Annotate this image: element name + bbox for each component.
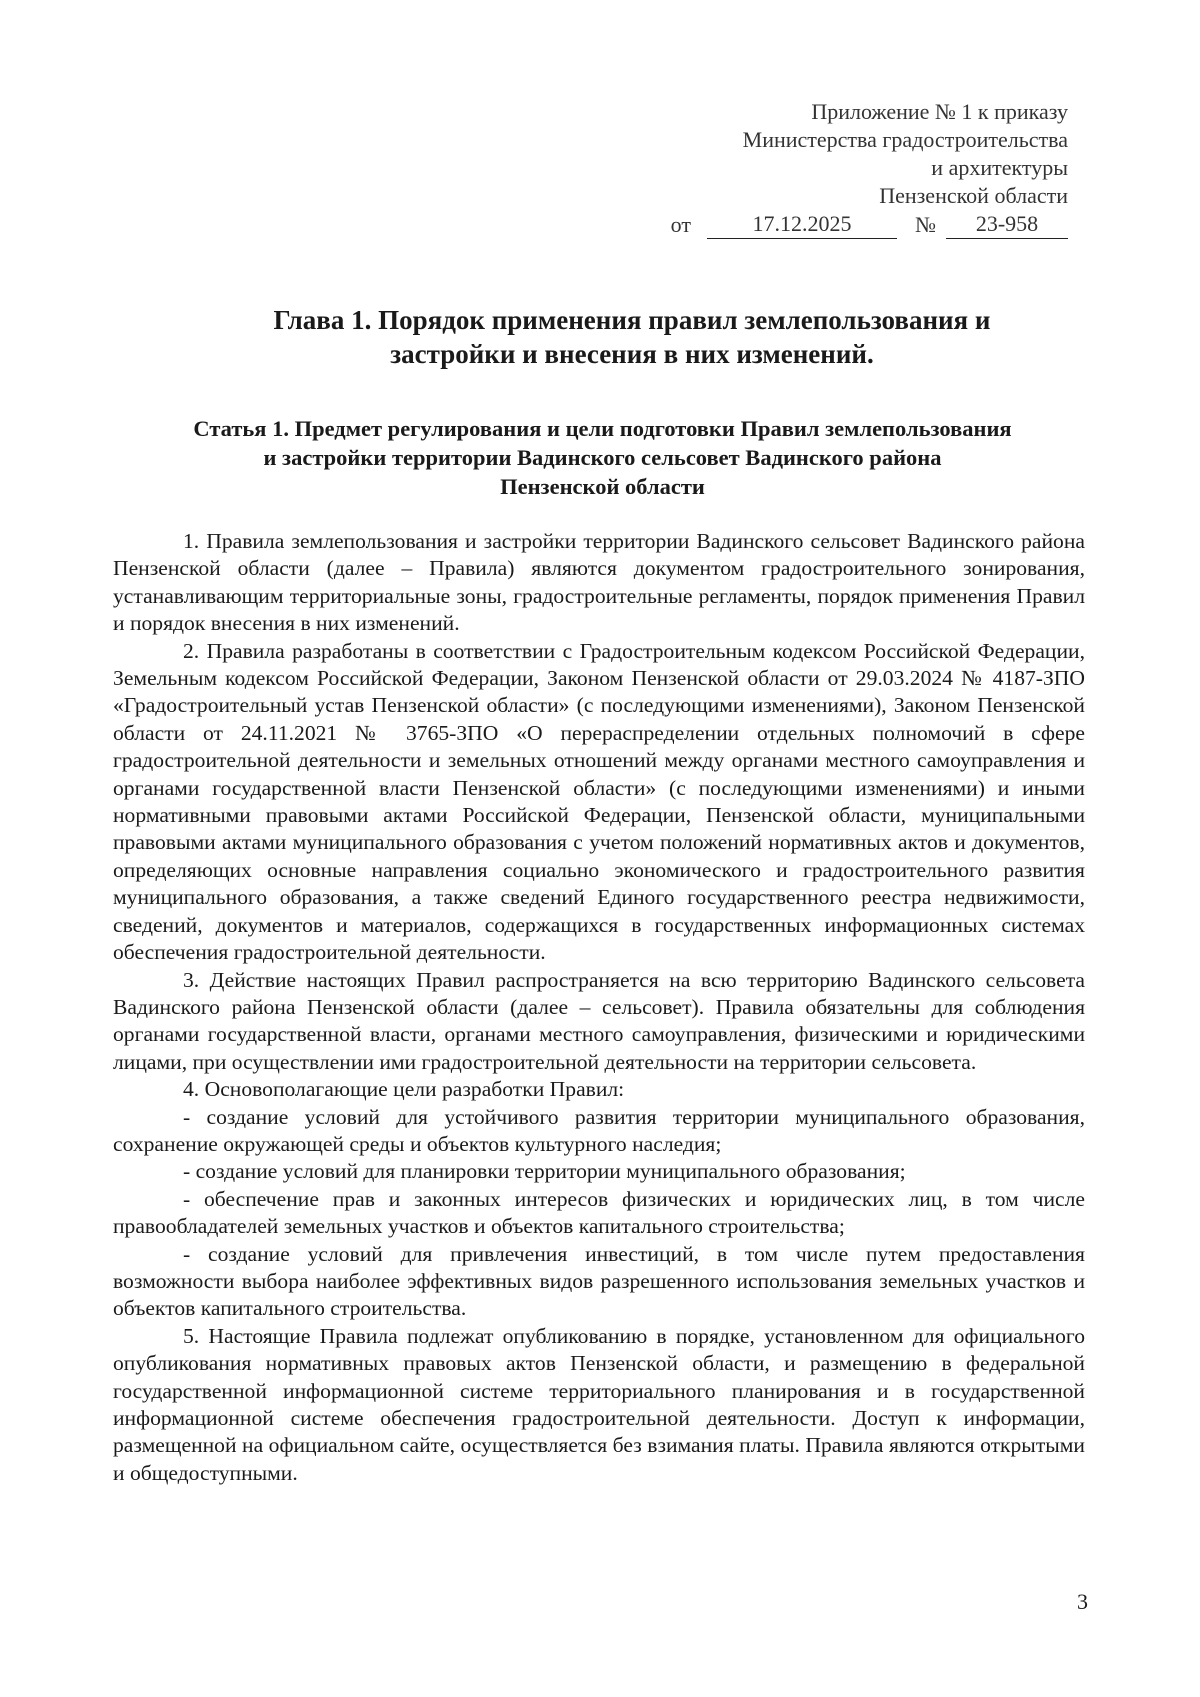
article-title-line: Статья 1. Предмет регулирования и цели подготовки Правил землепользования (193, 416, 1012, 441)
paragraph: 4. Основополагающие цели разработки Правил: (183, 1077, 625, 1102)
list-item: - создание условий для планировки территории муниципального образования; (183, 1159, 906, 1184)
page-number: 3 (1077, 1589, 1088, 1614)
paragraph: 3. Действие настоящих Правил распространяется на всю территорию Вадинского сельсовета Вадинского района Пензенской области (далее – сельсовет). Правила обязательны для соблюдения органами государственной власти, органами местного самоуправления, физическими и юридическими лицами, при осуществлении ими градостроительной деятельности на территории сельсовета. (113, 967, 1085, 1074)
chapter-title-line: Глава 1. Порядок применения правил землепользования и (273, 305, 991, 335)
order-from-label: от (670, 212, 691, 237)
order-date: 17.12.2025 (707, 210, 897, 239)
region-line: Пензенской области (879, 183, 1068, 208)
appendix-line: Приложение № 1 к приказу (811, 99, 1068, 124)
chapter-title-line: застройки и внесения в них изменений. (390, 339, 874, 369)
ministry-line: Министерства градостроительства (742, 127, 1068, 152)
article-title-line: Пензенской области (500, 474, 705, 499)
order-reference (508, 210, 1068, 239)
article-body (113, 528, 1085, 1487)
list-item: - создание условий для привлечения инвестиций, в том числе путем предоставления возможности выбора наиболее эффективных видов разрешенного использования земельных участков и объектов капитального строительства. (113, 1241, 1085, 1321)
list-item: - создание условий для устойчивого развития территории муниципального образования, сохранение окружающей среды и объектов культурного наследия; (113, 1104, 1085, 1156)
order-number-label: № (915, 212, 936, 237)
list-item: - обеспечение прав и законных интересов физических и юридических лиц, в том числе правообладателей земельных участков и объектов капитального строительства; (113, 1186, 1085, 1239)
order-number: 23-958 (946, 210, 1068, 239)
ministry-line-2: и архитектуры (931, 155, 1068, 180)
article-title-line: и застройки территории Вадинского сельсовет Вадинского района (263, 445, 942, 470)
paragraph: 1. Правила землепользования и застройки территории Вадинского сельсовет Вадинского района Пензенской области (далее – Правила) являются документом градостроительного зонирования, устанавливающим территориальные зоны, градостроительные регламенты, порядок применения Правил и порядок внесения в них изменений. (113, 529, 1085, 636)
paragraph: 2. Правила разработаны в соответствии с Градостроительным кодексом Российской Федерации, Земельным кодексом Российской Федерации, Законом Пензенской области от 29.03.2024 № 4187-ЗПО «Градостроительный устав Пензенской области» (с последующими изменениями), Законом Пензенской области от 24.11.2021 № 3765-ЗПО «О перераспределении отдельных полномочий в сфере градостроительной деятельности и земельных отношений между органами местного самоуправления и органами государственной власти Пензенской области» (с последующими изменениями) и иными нормативными правовыми актами Российской Федерации, Пензенской области, муниципальными правовыми актами муниципального образования с учетом положений нормативных актов и документов, определяющих основные направления социально экономического и градостроительного развития муниципального образования, а также сведений Единого государственного реестра недвижимости, сведений, документов и материалов, содержащихся в государственных информационных системах обеспечения градостроительной деятельности. (113, 638, 1085, 965)
article-title (110, 414, 1095, 501)
paragraph: 5. Настоящие Правила подлежат опубликованию в порядке, установленном для официального опубликования нормативных правовых актов Пензенской области, и размещению в федеральной государственной информационной системе территориального планирования и в государственной информационной системе обеспечения градостроительной деятельности. Доступ к информации, размещенной на официальном сайте, осуществляется без взимания платы. Правила являются открытыми и общедоступными. (113, 1323, 1085, 1485)
appendix-header (508, 98, 1068, 239)
chapter-title (232, 303, 1032, 371)
